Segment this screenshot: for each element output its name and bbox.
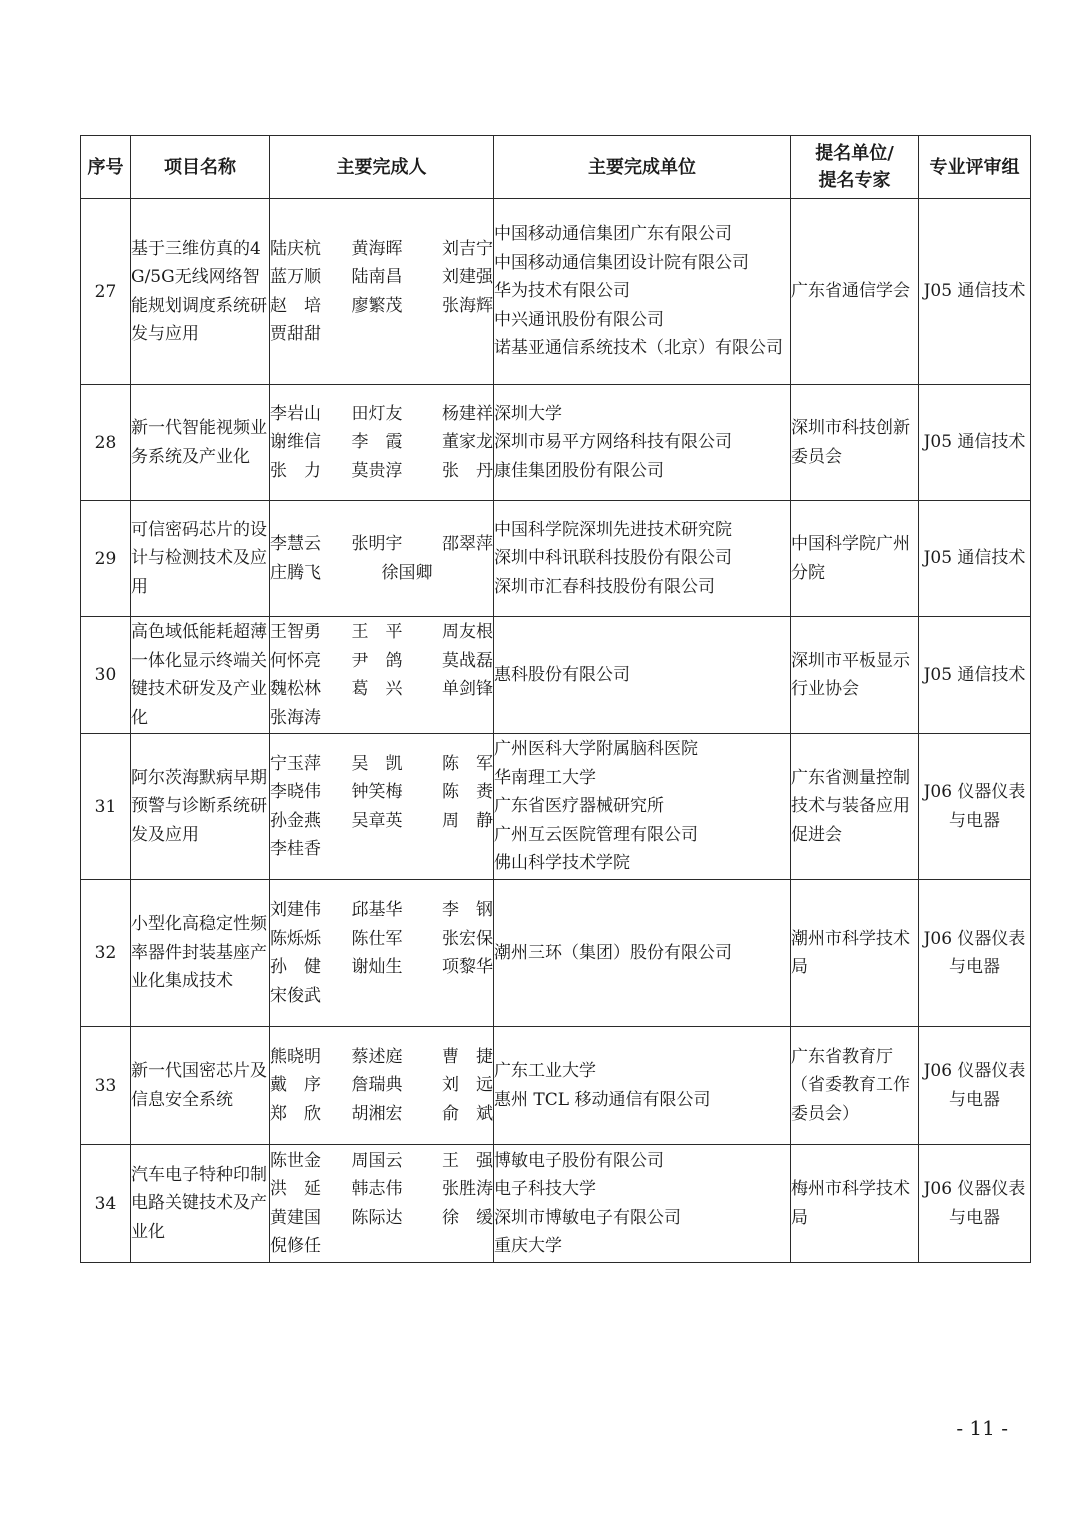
contributor-name: 尹 鸽	[351, 650, 403, 671]
units-cell	[494, 501, 791, 617]
units-cell	[494, 1027, 791, 1145]
contributor-name: 戴 序	[270, 1075, 321, 1096]
table-row	[81, 1145, 1031, 1263]
table-row	[81, 385, 1031, 501]
project-name: 小型化高稳定性频率器件封装基座产业化集成技术	[131, 880, 270, 1027]
contributors-line	[270, 400, 493, 429]
contributor-name: 俞 斌	[442, 1103, 493, 1124]
contributor-name: 田灯友	[351, 403, 403, 424]
contributor-name: 陈 赉	[442, 782, 493, 802]
contributor-name: 葛 兴	[351, 679, 403, 699]
completion-unit: 深圳大学	[494, 403, 562, 424]
contributor-name: 熊晓明	[270, 1046, 321, 1067]
completion-unit: 华为技术有限公司	[494, 281, 630, 302]
contributor-name: 张海涛	[270, 707, 321, 728]
contributor-name: 董家龙	[442, 432, 493, 453]
contributor-name: 黄建国	[270, 1207, 321, 1228]
completion-unit: 博敏电子股份有限公司	[494, 1150, 664, 1171]
contributor-name: 王 强	[442, 1150, 493, 1171]
completion-unit: 深圳市易平方网络科技有限公司	[494, 432, 732, 453]
contributor-name: 周 静	[442, 810, 493, 831]
review-group: J05 通信技术	[919, 199, 1031, 385]
contributor-name: 陈 军	[442, 753, 493, 774]
contributor-name: 周友根	[442, 622, 493, 642]
contributor-name: 庄腾飞	[270, 562, 321, 583]
contributors-line	[270, 982, 493, 1011]
contributor-name: 莫战磊	[442, 650, 493, 671]
completion-unit: 康佳集团股份有限公司	[494, 460, 664, 481]
project-name: 阿尔茨海默病早期预警与诊断系统研发及应用	[131, 734, 270, 880]
contributor-name: 杨建祥	[442, 403, 493, 424]
project-name: 高色域低能耗超薄一体化显示终端关键技术研发及产业化	[131, 617, 270, 734]
page-number: - 11 -	[956, 1416, 1008, 1440]
contributor-name: 张明宇	[351, 534, 403, 554]
contributors-line	[270, 320, 493, 349]
row-seq: 33	[81, 1027, 131, 1145]
completion-unit: 佛山科学技术学院	[494, 853, 630, 874]
contributor-name: 徐 缓	[442, 1207, 493, 1228]
contributor-name: 宋俊武	[270, 985, 321, 1006]
contributor-name: 张宏保	[442, 928, 493, 949]
project-name: 可信密码芯片的设计与检测技术及应用	[131, 501, 270, 617]
contributors-line	[270, 896, 493, 925]
units-cell	[494, 617, 791, 734]
contributors-line	[270, 1204, 493, 1233]
contributors-line	[270, 559, 493, 588]
contributors-cell	[270, 1145, 494, 1263]
contributors-line	[270, 1175, 493, 1204]
contributor-name: 陈际达	[351, 1207, 403, 1228]
contributor-name: 刘吉宁	[442, 238, 493, 259]
nominator: 广东省通信学会	[791, 199, 919, 385]
contributor-name: 徐国卿	[381, 562, 433, 583]
contributor-name: 项黎华	[442, 957, 493, 977]
contributor-name: 詹瑞典	[351, 1075, 403, 1096]
project-name: 新一代国密芯片及信息安全系统	[131, 1027, 270, 1145]
contributors-cell	[270, 617, 494, 734]
contributors-line	[270, 457, 493, 486]
contributors-line	[270, 1232, 493, 1261]
contributor-name: 刘建伟	[270, 900, 321, 920]
contributors-line	[270, 778, 493, 807]
row-seq: 32	[81, 880, 131, 1027]
completion-unit: 中国移动通信集团广东有限公司	[494, 224, 732, 245]
table-row	[81, 617, 1031, 734]
contributors-line	[270, 1071, 493, 1100]
contributor-name: 曹 捷	[442, 1046, 493, 1067]
nominator: 深圳市科技创新委员会	[791, 385, 919, 501]
table-header-row	[81, 136, 1031, 199]
contributors-line	[270, 428, 493, 457]
project-name: 汽车电子特种印制电路关键技术及产业化	[131, 1145, 270, 1263]
review-group: J05 通信技术	[919, 617, 1031, 734]
contributor-name: 陈世金	[270, 1150, 321, 1171]
contributor-name: 王 平	[351, 622, 403, 642]
contributors-line	[270, 925, 493, 954]
completion-unit: 中兴通讯股份有限公司	[494, 309, 664, 330]
nominator: 深圳市平板显示行业协会	[791, 617, 919, 734]
review-group: J06 仪器仪表与电器	[919, 1027, 1031, 1145]
contributor-name: 蔡述庭	[351, 1046, 403, 1067]
review-group: J05 通信技术	[919, 385, 1031, 501]
contributor-name: 宁玉萍	[270, 753, 321, 774]
table-body	[81, 199, 1031, 1263]
contributor-name: 李桂香	[270, 839, 321, 859]
row-seq: 31	[81, 734, 131, 880]
table-row	[81, 734, 1031, 880]
contributor-name: 廖繁茂	[351, 295, 403, 316]
contributors-line	[270, 1043, 493, 1072]
contributor-name: 赵 培	[270, 295, 321, 316]
contributor-name: 陆南昌	[351, 267, 403, 287]
table-row	[81, 1027, 1031, 1145]
contributor-name: 周国云	[351, 1150, 403, 1171]
contributor-name: 陈仕军	[351, 928, 403, 949]
contributor-name: 陈烁烁	[270, 928, 321, 949]
contributor-name: 李 霞	[351, 432, 403, 453]
contributor-name: 张胜涛	[442, 1179, 493, 1199]
completion-unit: 潮州三环（集团）股份有限公司	[494, 942, 732, 963]
contributors-line	[270, 675, 493, 704]
completion-unit: 重庆大学	[494, 1236, 562, 1256]
contributor-name: 陆庆杭	[270, 238, 321, 259]
contributor-name: 孙 健	[270, 957, 321, 977]
completion-unit: 中国科学院深圳先进技术研究院	[494, 519, 732, 540]
review-group: J06 仪器仪表与电器	[919, 1145, 1031, 1263]
contributors-line	[270, 530, 493, 559]
contributor-name: 张 力	[270, 460, 321, 481]
contributor-name: 刘建强	[442, 267, 493, 287]
awards-table	[80, 135, 1031, 1263]
project-name: 新一代智能视频业务系统及产业化	[131, 385, 270, 501]
contributors-cell	[270, 385, 494, 501]
completion-unit: 广东工业大学	[494, 1061, 596, 1081]
contributor-name: 李慧云	[270, 534, 321, 554]
contributor-name: 何怀亮	[270, 650, 321, 671]
contributor-name: 李 钢	[442, 900, 493, 920]
contributor-name: 贾甜甜	[270, 324, 321, 344]
contributor-name: 魏松林	[270, 679, 321, 699]
completion-unit: 中国移动通信集团设计院有限公司	[494, 252, 749, 273]
contributor-name: 韩志伟	[351, 1179, 403, 1199]
completion-unit: 深圳中科讯联科技股份有限公司	[494, 548, 732, 569]
contributor-name: 洪 延	[270, 1179, 321, 1199]
review-group: J06 仪器仪表与电器	[919, 734, 1031, 880]
nominator: 梅州市科学技术局	[791, 1145, 919, 1263]
contributor-name: 吴章英	[351, 810, 403, 831]
nominator: 潮州市科学技术局	[791, 880, 919, 1027]
contributor-name: 钟笑梅	[351, 782, 403, 802]
completion-unit: 深圳市博敏电子有限公司	[494, 1207, 681, 1228]
contributors-cell	[270, 501, 494, 617]
contributors-cell	[270, 199, 494, 385]
contributors-cell	[270, 734, 494, 880]
contributors-line	[270, 292, 493, 321]
row-seq: 29	[81, 501, 131, 617]
contributors-line	[270, 235, 493, 264]
completion-unit: 广东省医疗器械研究所	[494, 796, 664, 817]
contributor-name: 蓝万顺	[270, 267, 321, 287]
contributors-line	[270, 750, 493, 779]
completion-unit: 广州医科大学附属脑科医院	[494, 739, 698, 760]
row-seq: 30	[81, 617, 131, 734]
row-seq: 27	[81, 199, 131, 385]
units-cell	[494, 199, 791, 385]
nominator: 广东省教育厅（省委教育工作委员会）	[791, 1027, 919, 1145]
contributor-name: 倪修任	[270, 1236, 321, 1256]
contributors-line	[270, 835, 493, 864]
row-seq: 34	[81, 1145, 131, 1263]
contributors-line	[270, 618, 493, 647]
contributors-line	[270, 263, 493, 292]
contributors-cell	[270, 1027, 494, 1145]
contributors-line	[270, 647, 493, 676]
contributors-line	[270, 1147, 493, 1176]
units-cell	[494, 1145, 791, 1263]
contributor-name: 谢灿生	[351, 957, 403, 977]
review-group: J06 仪器仪表与电器	[919, 880, 1031, 1027]
completion-unit: 深圳市汇春科技股份有限公司	[494, 576, 715, 597]
header-project-name: 项目名称	[131, 136, 270, 199]
contributor-name: 刘 远	[442, 1075, 493, 1096]
contributor-name: 邱基华	[351, 900, 403, 920]
completion-unit: 惠科股份有限公司	[494, 664, 630, 685]
contributor-name: 胡湘宏	[351, 1103, 403, 1124]
units-cell	[494, 880, 791, 1027]
contributor-name: 莫贵淳	[351, 460, 403, 481]
table-row	[81, 501, 1031, 617]
contributors-line	[270, 704, 493, 733]
contributor-name: 张海辉	[442, 295, 493, 316]
completion-unit: 电子科技大学	[494, 1179, 596, 1199]
header-main-units: 主要完成单位	[494, 136, 791, 199]
units-cell	[494, 385, 791, 501]
nominator: 中国科学院广州分院	[791, 501, 919, 617]
contributor-name: 孙金燕	[270, 810, 321, 831]
completion-unit: 诺基亚通信系统技术（北京）有限公司	[494, 338, 783, 359]
contributors-line	[270, 807, 493, 836]
contributors-line	[270, 1100, 493, 1129]
contributor-name: 吴 凯	[351, 753, 403, 774]
completion-unit: 惠州 TCL 移动通信有限公司	[494, 1089, 711, 1110]
contributor-name: 单剑锋	[442, 679, 493, 699]
contributor-name: 郑 欣	[270, 1103, 321, 1124]
header-review-group: 专业评审组	[919, 136, 1031, 199]
contributor-name: 邵翠萍	[442, 534, 493, 554]
row-seq: 28	[81, 385, 131, 501]
contributors-line	[270, 953, 493, 982]
header-nominator: 提名单位/ 提名专家	[791, 136, 919, 199]
table-row	[81, 199, 1031, 385]
header-main-contributors: 主要完成人	[270, 136, 494, 199]
contributors-cell	[270, 880, 494, 1027]
nominator: 广东省测量控制技术与装备应用促进会	[791, 734, 919, 880]
project-name: 基于三维仿真的4G/5G无线网络智能规划调度系统研发与应用	[131, 199, 270, 385]
contributor-name: 谢维信	[270, 432, 321, 453]
contributor-name: 黄海晖	[351, 238, 403, 259]
header-seq: 序号	[81, 136, 131, 199]
contributor-name: 张 丹	[442, 460, 493, 481]
review-group: J05 通信技术	[919, 501, 1031, 617]
table-row	[81, 880, 1031, 1027]
completion-unit: 广州互云医院管理有限公司	[494, 824, 698, 845]
completion-unit: 华南理工大学	[494, 767, 596, 788]
contributor-name: 李岩山	[270, 403, 321, 424]
contributor-name: 王智勇	[270, 622, 321, 642]
contributor-name: 李晓伟	[270, 782, 321, 802]
units-cell	[494, 734, 791, 880]
